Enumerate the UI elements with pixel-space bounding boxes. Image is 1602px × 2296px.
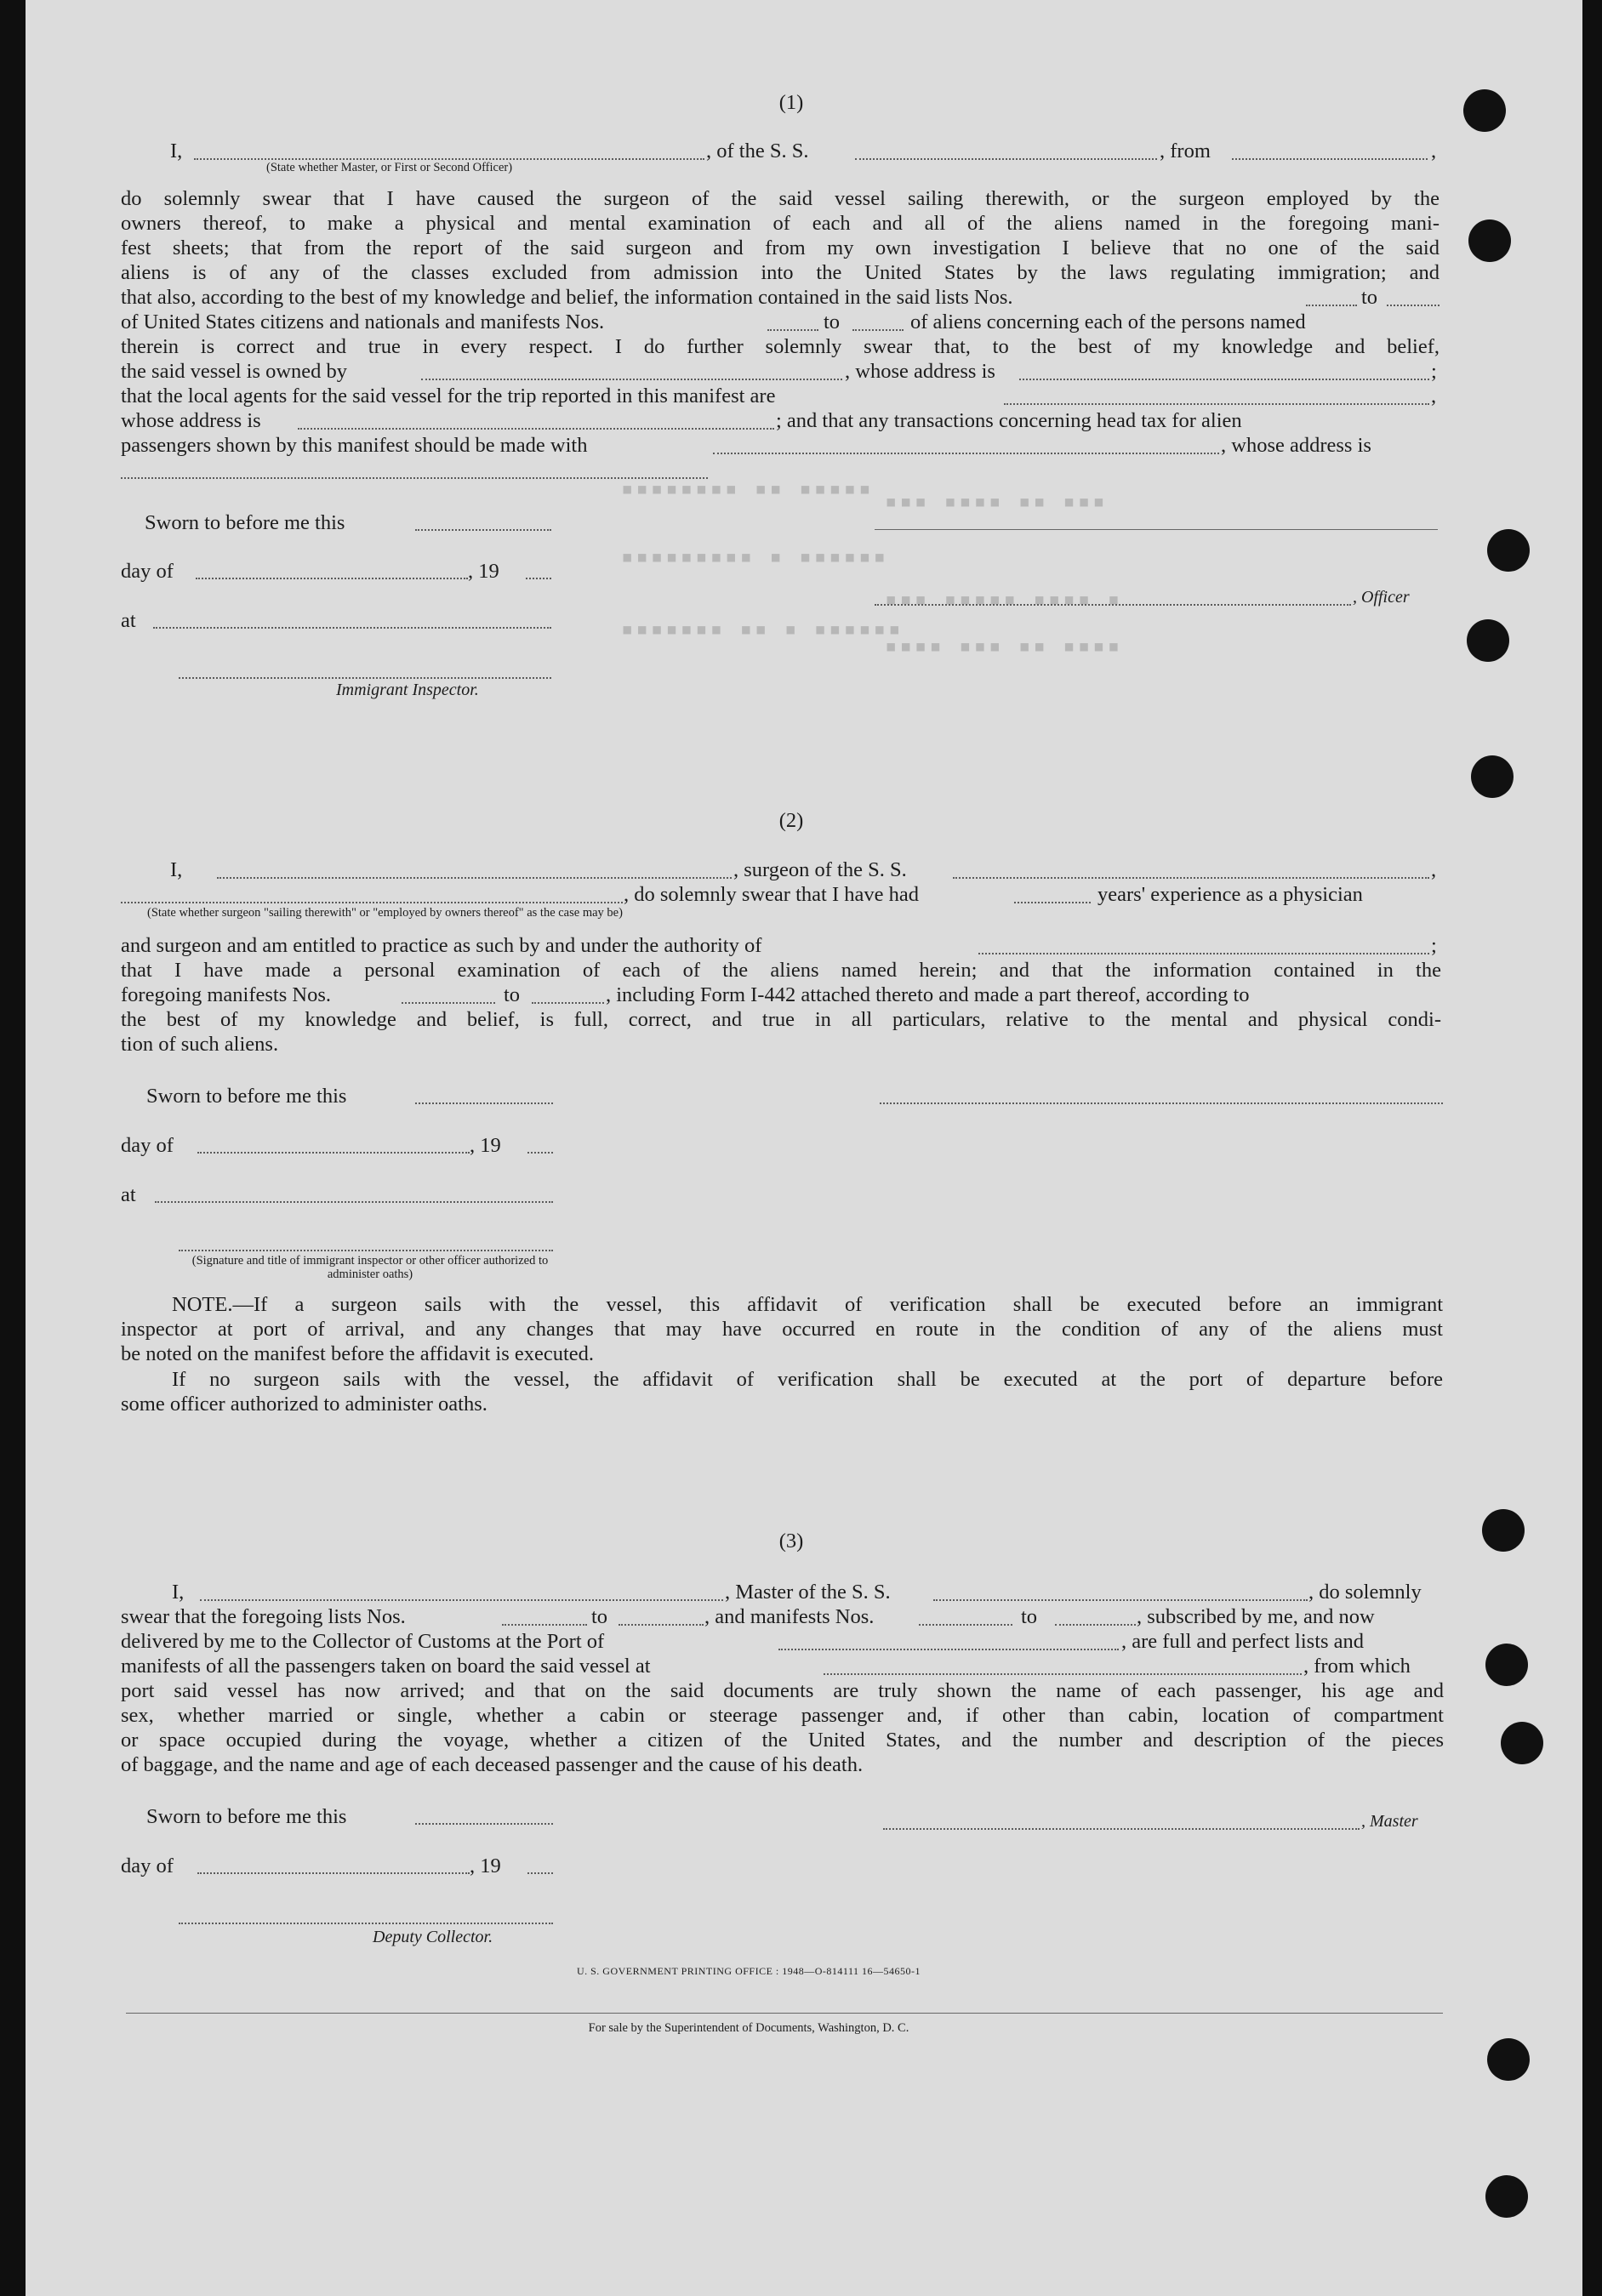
section-number: (3) xyxy=(778,1530,804,1553)
day-of-field[interactable] xyxy=(196,578,468,579)
sworn-label: Sworn to before me this xyxy=(145,511,345,534)
oath-line: that also, according to the best of my knowledge and belief, the information contained in the said lists Nos. xyxy=(121,286,1013,309)
port-field[interactable] xyxy=(778,1649,1119,1650)
note-line: If no surgeon sails with the vessel, the affidavit of verification shall be executed at the port of departure before xyxy=(172,1368,1443,1391)
oath-line: port said vessel has now arrived; and that on the said documents are truly shown the name of each passenger, his age and xyxy=(121,1679,1444,1702)
punch-hole xyxy=(1468,219,1511,262)
inspector-label: Immigrant Inspector. xyxy=(336,681,479,699)
vessel-name-field[interactable] xyxy=(855,158,1157,160)
oath-line: therein is correct and true in every respect. I do further solemnly swear that, to the best of my knowledge and belief, xyxy=(121,335,1440,358)
master-name-field[interactable] xyxy=(200,1599,723,1601)
deputy-collector-label: Deputy Collector. xyxy=(373,1928,493,1946)
head-tax-address-field[interactable] xyxy=(121,477,708,479)
surgeon-manifests-from-field[interactable] xyxy=(402,1002,495,1004)
bleed-through: ▪▪▪▪▪▪▪▪ ▪▪ ▪▪▪▪▪ xyxy=(621,476,874,500)
punch-hole xyxy=(1471,755,1514,798)
form-text: ; xyxy=(1431,934,1437,957)
note-line: NOTE.—If a surgeon sails with the vessel, this affidavit of verification shall be executed before an immigrant xyxy=(172,1293,1443,1316)
field-caption: (Signature and title of immigrant inspector or other officer authorized to administer oaths) xyxy=(191,1254,549,1281)
footer-rule xyxy=(126,2013,1443,2014)
oath-line: or space occupied during the voyage, whether a citizen of the United States, and the number and description of the pieces xyxy=(121,1729,1444,1752)
form-text: to xyxy=(504,983,521,1006)
surgeon-signature-line[interactable] xyxy=(880,1102,1443,1104)
year-label: , 19 xyxy=(470,1134,501,1157)
form-text: swear that the foregoing lists Nos. xyxy=(121,1605,406,1628)
bleed-through: ▪▪▪▪▪▪▪ ▪▪ ▪ ▪▪▪▪▪▪ xyxy=(621,617,904,641)
bleed-through: ▪▪▪▪ ▪▪▪ ▪▪ ▪▪▪▪ xyxy=(885,634,1123,658)
surgeon-vessel-field[interactable] xyxy=(953,877,1429,879)
note-line: inspector at port of arrival, and any changes that may have occurred en route in the condition of any of the aliens must xyxy=(121,1318,1443,1341)
form-text: , do solemnly xyxy=(1308,1581,1422,1604)
oath-line: fest sheets; that from the report of the said surgeon and from my own investigation I believe that no one of the said xyxy=(121,236,1440,259)
form-text: manifests of all the passengers taken on board the said vessel at xyxy=(121,1655,651,1678)
authority-field[interactable] xyxy=(978,953,1429,954)
sworn-date-field[interactable] xyxy=(415,1823,553,1825)
officer-signature-line[interactable] xyxy=(875,529,1438,530)
sworn-label: Sworn to before me this xyxy=(146,1085,347,1108)
rank-field[interactable] xyxy=(194,158,704,160)
form-text: ; and that any transactions concerning head tax for alien xyxy=(776,409,1242,432)
sworn-date-field[interactable] xyxy=(415,1102,553,1104)
form-text: foregoing manifests Nos. xyxy=(121,983,331,1006)
form-text: I, xyxy=(170,858,183,881)
section-number: (1) xyxy=(778,91,804,114)
day-of-label: day of xyxy=(121,1134,174,1157)
embark-port-field[interactable] xyxy=(824,1673,1302,1675)
field-caption: (State whether surgeon "sailing therewith" or "employed by owners thereof" as the case may be) xyxy=(147,906,623,920)
oath-line: tion of such aliens. xyxy=(121,1033,279,1056)
collector-signature-line[interactable] xyxy=(179,1923,553,1924)
form-text: , Master of the S. S. xyxy=(725,1581,891,1604)
punch-hole xyxy=(1467,619,1509,662)
form-text: years' experience as a physician xyxy=(1097,883,1363,906)
sworn-date-field[interactable] xyxy=(415,529,551,531)
master-vessel-field[interactable] xyxy=(933,1599,1308,1601)
surgeon-status-field[interactable] xyxy=(121,902,623,903)
master-label: , Master xyxy=(1361,1812,1418,1831)
punch-hole xyxy=(1487,529,1530,572)
year-field[interactable] xyxy=(526,578,551,579)
oath-line: of United States citizens and nationals and manifests Nos. xyxy=(121,311,605,333)
form-text: , xyxy=(1431,140,1437,162)
printing-office-imprint: U. S. GOVERNMENT PRINTING OFFICE : 1948—O-814111 16—54650-1 xyxy=(576,1965,921,1977)
form-text: , are full and perfect lists and xyxy=(1121,1630,1365,1653)
form-text: ; xyxy=(1431,360,1437,383)
year-label: , 19 xyxy=(468,560,499,583)
day-of-field[interactable] xyxy=(197,1872,470,1874)
at-field[interactable] xyxy=(155,1201,553,1203)
bleed-through: ▪▪▪▪▪▪▪▪▪ ▪ ▪▪▪▪▪▪ xyxy=(621,544,889,568)
owner-address-field[interactable] xyxy=(1019,379,1429,380)
officer-label: , Officer xyxy=(1353,588,1410,607)
sworn-label: Sworn to before me this xyxy=(146,1805,347,1828)
surgeon-name-field[interactable] xyxy=(217,877,732,879)
form-text: , xyxy=(1431,385,1437,407)
note-line: be noted on the manifest before the affidavit is executed. xyxy=(121,1342,595,1365)
years-field[interactable] xyxy=(1014,902,1091,903)
day-of-field[interactable] xyxy=(197,1152,470,1154)
oath-line: of baggage, and the name and age of each deceased passenger and the cause of his death. xyxy=(121,1753,864,1776)
bleed-through: ▪▪▪ ▪▪▪▪▪ ▪▪▪▪ ▪ xyxy=(885,587,1123,611)
oath-line: that the local agents for the said vessel for the trip reported in this manifest are xyxy=(121,385,776,407)
bleed-through: ▪▪▪ ▪▪▪▪ ▪▪ ▪▪▪ xyxy=(885,489,1108,513)
manifests-from-field[interactable] xyxy=(767,329,818,331)
year-field[interactable] xyxy=(527,1152,553,1154)
form-text: of aliens concerning each of the persons named xyxy=(910,311,1306,333)
master-manifests-to-field[interactable] xyxy=(1055,1624,1136,1626)
master-manifests-from-field[interactable] xyxy=(919,1624,1012,1626)
owner-field[interactable] xyxy=(421,379,842,380)
oath-line: sex, whether married or single, whether a cabin or steerage passenger and, if other than cabin, location of compartment xyxy=(121,1704,1444,1727)
sale-notice: For sale by the Superintendent of Documents, Washington, D. C. xyxy=(588,2021,909,2035)
form-text: to xyxy=(824,311,841,333)
day-of-label: day of xyxy=(121,1854,174,1877)
day-of-label: day of xyxy=(121,560,174,583)
at-field[interactable] xyxy=(153,627,551,629)
oath-line: owners thereof, to make a physical and mental examination of each and all of the aliens named in the foregoing mani- xyxy=(121,212,1440,235)
punch-hole xyxy=(1487,2038,1530,2081)
form-text: , and manifests Nos. xyxy=(704,1605,875,1628)
form-text: I, xyxy=(170,140,183,162)
master-signature-line[interactable] xyxy=(883,1828,1360,1830)
at-label: at xyxy=(121,609,136,632)
form-text: , from which xyxy=(1303,1655,1411,1678)
manifest-page xyxy=(26,0,1582,2296)
manifests-to-field[interactable] xyxy=(852,329,904,331)
officer-title-field[interactable] xyxy=(875,604,1351,606)
form-text: , subscribed by me, and now xyxy=(1137,1605,1375,1628)
oath-line: the said vessel is owned by xyxy=(121,360,348,383)
at-label: at xyxy=(121,1183,136,1206)
form-text: , whose address is xyxy=(1221,434,1371,457)
master-lists-to-field[interactable] xyxy=(619,1624,704,1626)
local-agents-field[interactable] xyxy=(1004,403,1429,405)
form-text: , do solemnly swear that I have had xyxy=(624,883,919,906)
form-text: , from xyxy=(1160,140,1211,162)
official-signature-line[interactable] xyxy=(179,1250,553,1251)
surgeon-manifests-to-field[interactable] xyxy=(532,1002,604,1004)
agents-address-field[interactable] xyxy=(298,428,774,430)
punch-hole xyxy=(1463,89,1506,132)
head-tax-agent-field[interactable] xyxy=(713,453,1219,454)
form-text: , xyxy=(1431,858,1437,881)
departure-port-field[interactable] xyxy=(1232,158,1428,160)
year-label: , 19 xyxy=(470,1854,501,1877)
form-text: to xyxy=(591,1605,608,1628)
form-text: , of the S. S. xyxy=(706,140,809,162)
field-caption: (State whether Master, or First or Second Officer) xyxy=(266,161,513,174)
oath-line: whose address is xyxy=(121,409,261,432)
section-number: (2) xyxy=(778,809,804,832)
form-text: delivered by me to the Collector of Customs at the Port of xyxy=(121,1630,605,1653)
lists-from-field[interactable] xyxy=(1306,305,1357,306)
punch-hole xyxy=(1485,1644,1528,1686)
punch-hole xyxy=(1482,1509,1525,1552)
punch-hole xyxy=(1485,2175,1528,2218)
oath-line: that I have made a personal examination of each of the aliens named herein; and that the information contained in the xyxy=(121,959,1441,982)
form-text: I, xyxy=(172,1581,185,1604)
note-line: some officer authorized to administer oaths. xyxy=(121,1393,487,1416)
oath-line: passengers shown by this manifest should be made with xyxy=(121,434,588,457)
punch-hole xyxy=(1501,1722,1543,1764)
year-field[interactable] xyxy=(527,1872,553,1874)
form-text: , whose address is xyxy=(845,360,995,383)
oath-line: the best of my knowledge and belief, is full, correct, and true in all particulars, relative to the mental and physical condi- xyxy=(121,1008,1441,1031)
oath-line: do solemnly swear that I have caused the surgeon of the said vessel sailing therewith, or the surgeon employed by the xyxy=(121,187,1440,210)
lists-to-field[interactable] xyxy=(1387,305,1440,306)
oath-line: aliens is of any of the classes excluded from admission into the United States by the laws regulating immigration; and xyxy=(121,261,1440,284)
form-text: to xyxy=(1361,286,1378,309)
form-text: , surgeon of the S. S. xyxy=(733,858,907,881)
form-text: , including Form I-442 attached thereto and made a part thereof, according to xyxy=(606,983,1250,1006)
form-text: and surgeon and am entitled to practice as such by and under the authority of xyxy=(121,934,762,957)
master-lists-from-field[interactable] xyxy=(502,1624,587,1626)
form-text: to xyxy=(1021,1605,1038,1628)
